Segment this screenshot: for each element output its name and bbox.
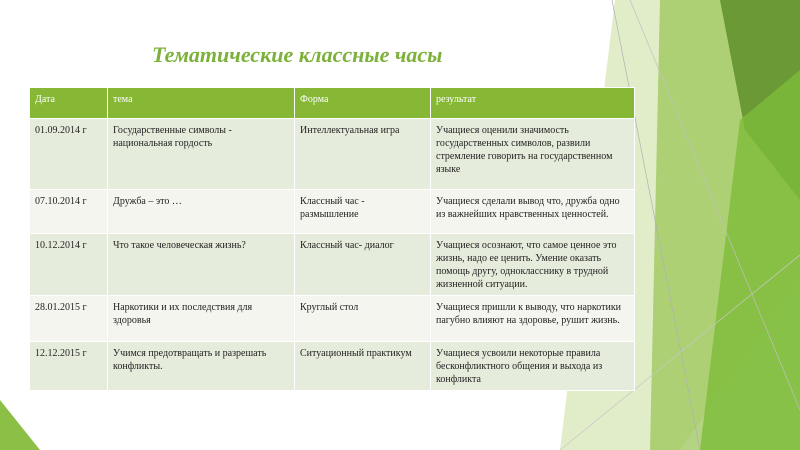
- table-row: [30, 342, 635, 391]
- cell-result: Учащиеся сделали вывод что, дружба одно из важнейших нравственных ценностей.: [431, 190, 635, 234]
- events-table: [29, 87, 635, 391]
- header-result: результат: [431, 88, 635, 119]
- cell-result: Учащиеся усвоили некоторые правила бесконфликтного общения и выхода из конфликта: [431, 342, 635, 391]
- table-row: [30, 296, 635, 342]
- cell-date: 07.10.2014 г: [30, 190, 108, 234]
- facet-bottom-left: [0, 400, 40, 450]
- cell-form: Классный час - размышление: [295, 190, 431, 234]
- cell-form: Ситуационный практикум: [295, 342, 431, 391]
- table-header-row: [30, 88, 635, 119]
- cell-date: 01.09.2014 г: [30, 119, 108, 190]
- cell-topic: Что такое человеческая жизнь?: [108, 234, 295, 296]
- table-row: [30, 119, 635, 190]
- table-row: [30, 190, 635, 234]
- header-form: Форма: [295, 88, 431, 119]
- table-row: [30, 234, 635, 296]
- cell-result: Учащиеся осознают, что самое ценное это жизнь, надо ее ценить. Умение оказать помощь другу, однокласснику в трудной жизненной ситуации.: [431, 234, 635, 296]
- cell-date: 28.01.2015 г: [30, 296, 108, 342]
- cell-result: Учащиеся оценили значимость государственных символов, развили стремление говорить на государственном языке: [431, 119, 635, 190]
- cell-topic: Государственные символы - национальная гордость: [108, 119, 295, 190]
- header-topic: тема: [108, 88, 295, 119]
- cell-topic: Учимся предотвращать и разрешать конфликты.: [108, 342, 295, 391]
- cell-date: 12.12.2015 г: [30, 342, 108, 391]
- slide-title: Тематические классные часы: [152, 42, 443, 67]
- cell-form: Интеллектуальная игра: [295, 119, 431, 190]
- cell-date: 10.12.2014 г: [30, 234, 108, 296]
- cell-topic: Наркотики и их последствия для здоровья: [108, 296, 295, 342]
- cell-form: Круглый стол: [295, 296, 431, 342]
- cell-form: Классный час- диалог: [295, 234, 431, 296]
- header-date: Дата: [30, 88, 108, 119]
- cell-result: Учащиеся пришли к выводу, что наркотики пагубно влияют на здоровье, рушит жизнь.: [431, 296, 635, 342]
- cell-topic: Дружба – это …: [108, 190, 295, 234]
